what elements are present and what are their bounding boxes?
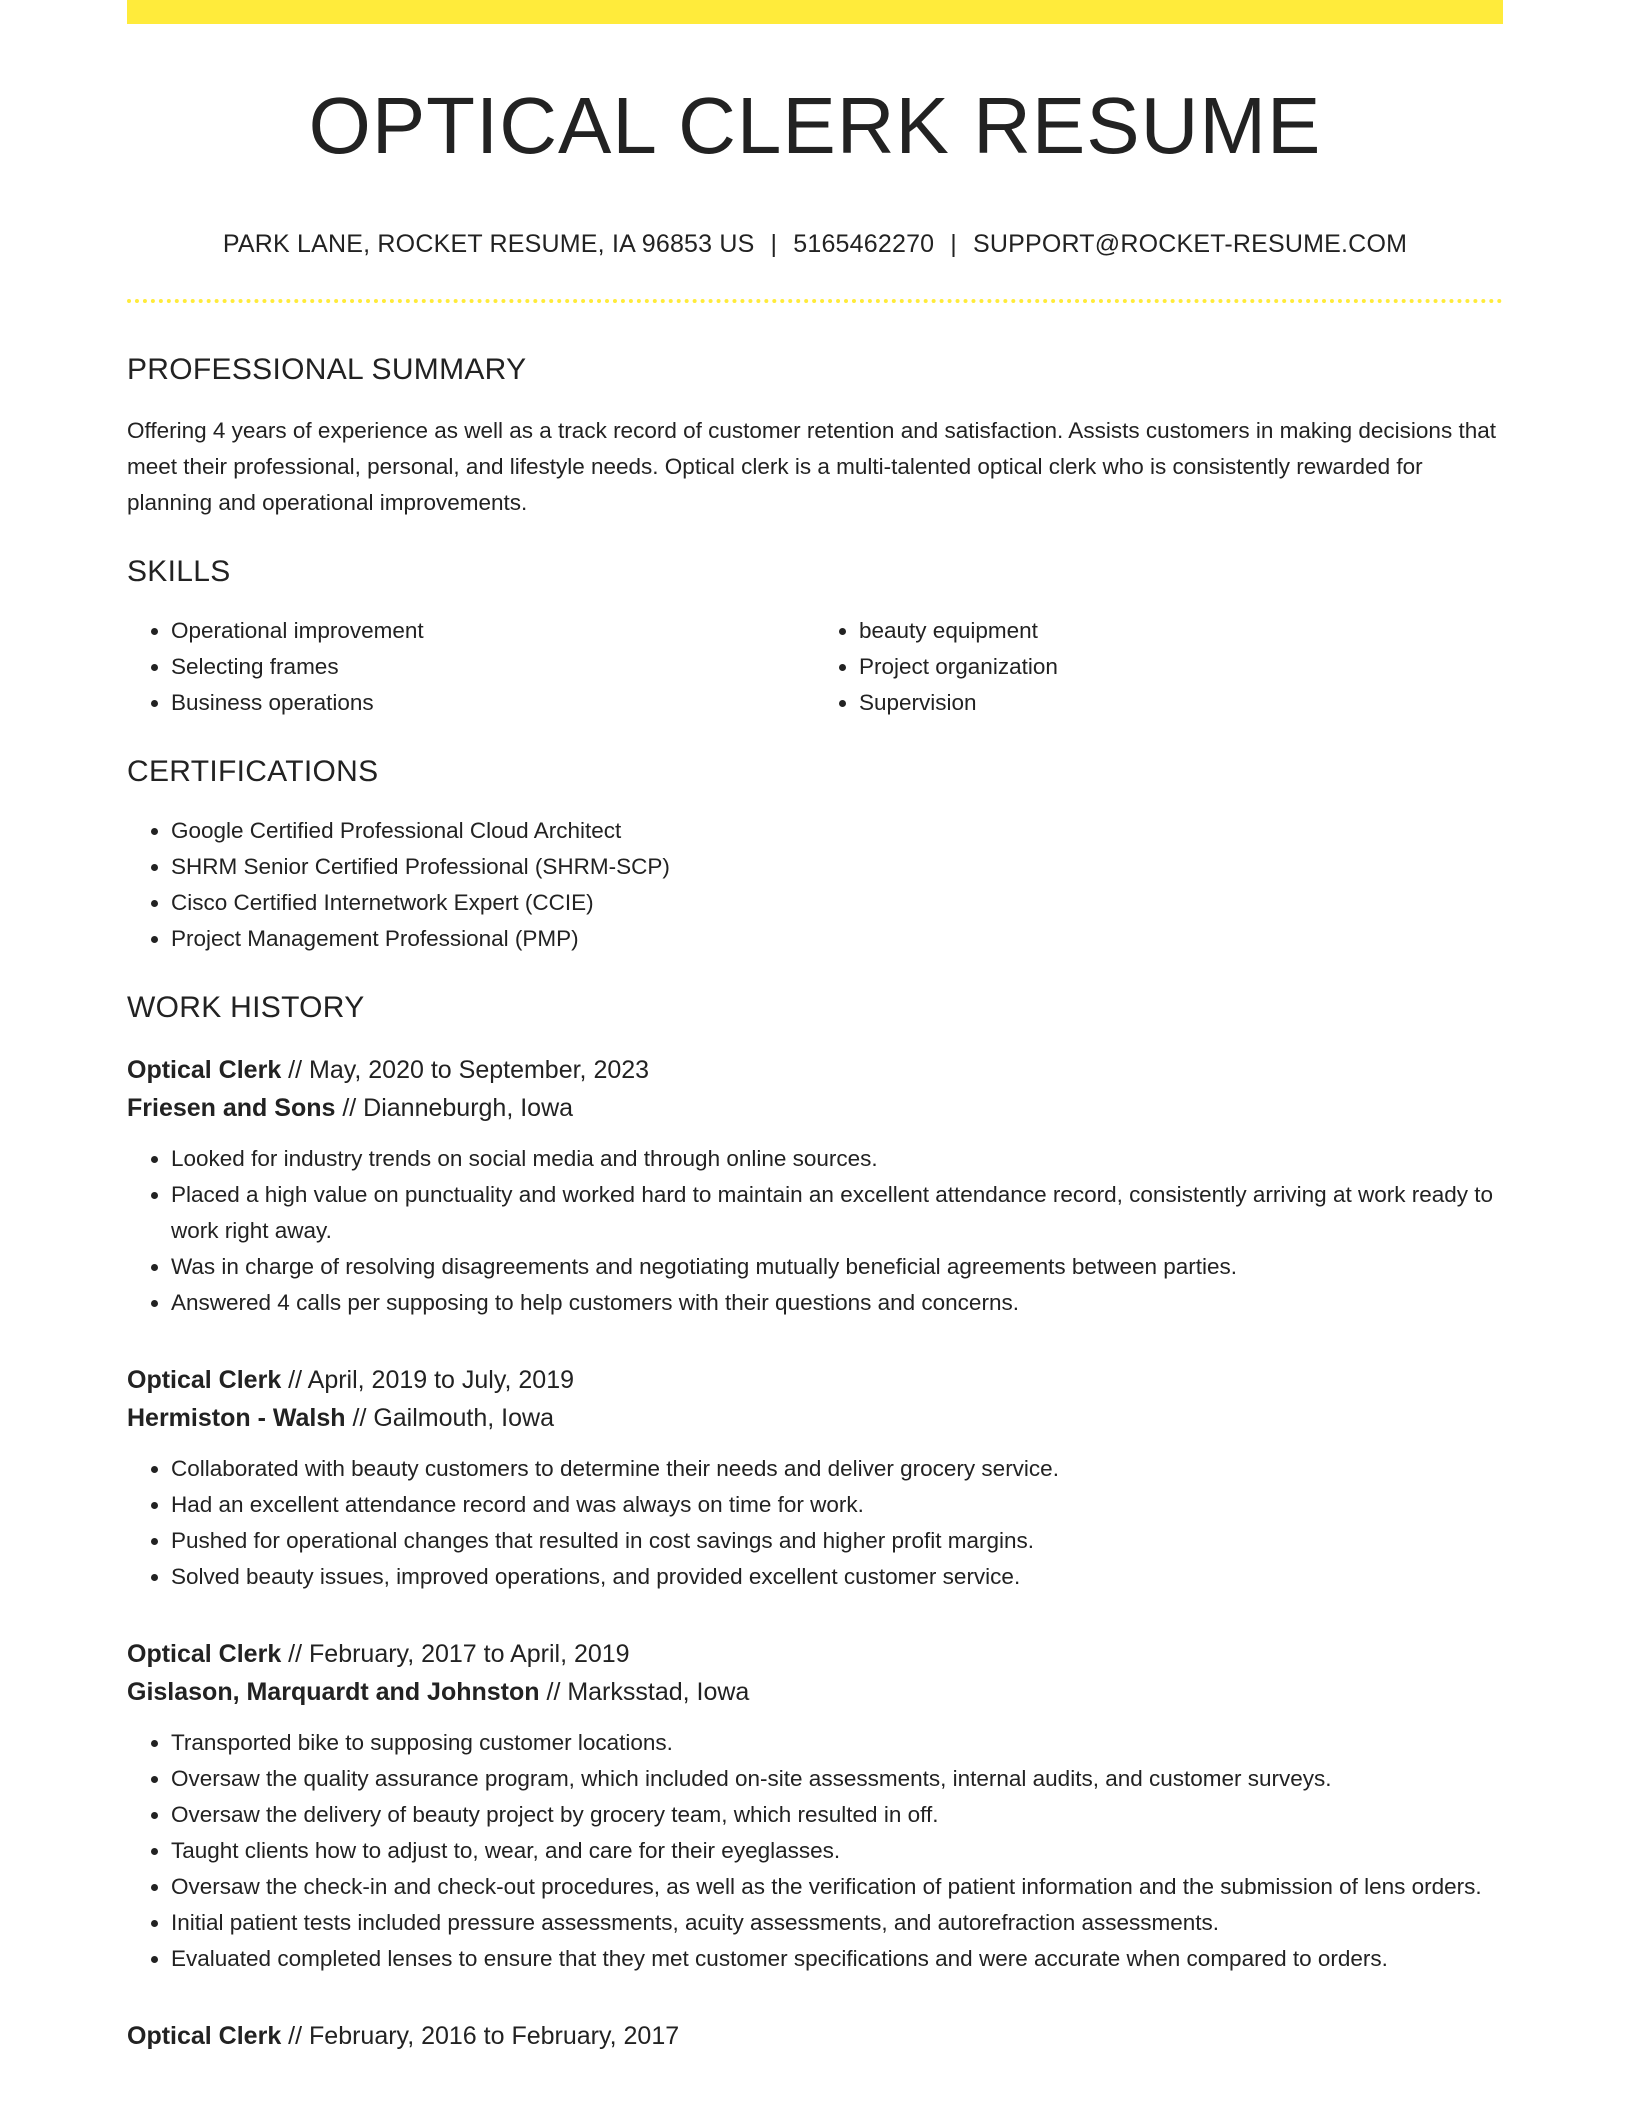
work-history-section (127, 991, 1503, 2055)
job-dates: // May, 2020 to September, 2023 (281, 1056, 650, 1084)
job-company-line (127, 1399, 1503, 1437)
job-bullet: • Was in charge of resolving disagreements and negotiating mutually beneficial agreements between parties. (171, 1249, 1503, 1285)
job-title-line (127, 2017, 1503, 2055)
resume-title: OPTICAL CLERK RESUME (308, 81, 1322, 170)
summary-section (127, 353, 1503, 521)
certifications-heading: CERTIFICATIONS (127, 755, 379, 788)
job-company: Hermiston - Walsh (127, 1404, 346, 1432)
job-location: // Dianneburgh, Iowa (335, 1094, 574, 1122)
job-bullet: • Pushed for operational changes that resulted in cost savings and higher profit margins. (171, 1523, 1503, 1559)
job-dates: // February, 2017 to April, 2019 (281, 1640, 630, 1668)
job-title: Optical Clerk (127, 1056, 282, 1084)
skill-item: • Project organization (859, 649, 1503, 685)
skill-item: • Selecting frames (171, 649, 815, 685)
job-entry (127, 1361, 1503, 1595)
job-bullet: • Collaborated with beauty customers to determine their needs and deliver grocery service. (171, 1451, 1503, 1487)
skills-heading: SKILLS (127, 555, 231, 588)
job-location: // Marksstad, Iowa (539, 1678, 750, 1706)
job-dates: // February, 2016 to February, 2017 (281, 2022, 680, 2050)
summary-heading: PROFESSIONAL SUMMARY (127, 353, 527, 386)
summary-text: Offering 4 years of experience as well as a track record of customer retention and satisfaction. Assists customers in making decisions that meet their professional, personal, and lifestyle needs. Optical clerk is a multi-talented optical clerk who is consistently rewarded for planning and operational improvements. (127, 418, 1496, 515)
job-company: Gislason, Marquardt and Johnston (127, 1678, 540, 1706)
skill-item: • Operational improvement (171, 613, 815, 649)
job-bullets (127, 1451, 1503, 1595)
job-company-line (127, 1673, 1503, 1711)
skills-columns (127, 613, 1503, 721)
skills-list-right (815, 613, 1503, 721)
job-bullet: • Oversaw the quality assurance program, which included on-site assessments, internal audits, and customer surveys. (171, 1761, 1503, 1797)
job-bullet: • Placed a high value on punctuality and worked hard to maintain an excellent attendance record, consistently arriving at work ready to work right away. (171, 1177, 1503, 1249)
job-entry (127, 1051, 1503, 1321)
job-bullet: • Evaluated completed lenses to ensure that they met customer specifications and were accurate when compared to orders. (171, 1941, 1503, 1977)
job-bullet: • Had an excellent attendance record and was always on time for work. (171, 1487, 1503, 1523)
certifications-list (127, 813, 1503, 957)
skills-list-left (127, 613, 815, 721)
skill-item: • Supervision (859, 685, 1503, 721)
job-bullet: • Looked for industry trends on social media and through online sources. (171, 1141, 1503, 1177)
certification-item: • Project Management Professional (PMP) (171, 921, 1503, 957)
work-history-heading: WORK HISTORY (127, 991, 365, 1024)
contact-separator: | (950, 230, 957, 258)
job-bullet: • Oversaw the check-in and check-out procedures, as well as the verification of patient information and the submission of lens orders. (171, 1869, 1503, 1905)
accent-bar (127, 0, 1503, 24)
job-bullets (127, 1725, 1503, 1977)
contact-phone: 5165462270 (793, 230, 935, 258)
job-bullet: • Answered 4 calls per supposing to help customers with their questions and concerns. (171, 1285, 1503, 1321)
contact-address: PARK LANE, ROCKET RESUME, IA 96853 US (222, 230, 755, 258)
job-title-line (127, 1635, 1503, 1673)
certification-item: • SHRM Senior Certified Professional (SHRM-SCP) (171, 849, 1503, 885)
certifications-section (127, 755, 1503, 957)
resume-page (127, 0, 1503, 2055)
job-company-line (127, 1089, 1503, 1127)
job-dates: // April, 2019 to July, 2019 (281, 1366, 575, 1394)
skills-section (127, 555, 1503, 721)
skill-item: • beauty equipment (859, 613, 1503, 649)
job-title-line (127, 1051, 1503, 1089)
skill-item: • Business operations (171, 685, 815, 721)
job-company: Friesen and Sons (127, 1094, 336, 1122)
job-bullets (127, 1141, 1503, 1321)
certification-item: • Cisco Certified Internetwork Expert (CCIE) (171, 885, 1503, 921)
job-entry (127, 1635, 1503, 1977)
job-location: // Gailmouth, Iowa (345, 1404, 554, 1432)
job-title: Optical Clerk (127, 2022, 282, 2050)
contact-line (127, 230, 1503, 259)
job-title: Optical Clerk (127, 1366, 282, 1394)
job-bullet: • Transported bike to supposing customer locations. (171, 1725, 1503, 1761)
dotted-divider (127, 299, 1503, 303)
job-title-line (127, 1361, 1503, 1399)
job-bullet: • Taught clients how to adjust to, wear, and care for their eyeglasses. (171, 1833, 1503, 1869)
job-entry (127, 2017, 1503, 2055)
contact-separator: | (770, 230, 778, 258)
job-title: Optical Clerk (127, 1640, 282, 1668)
job-bullet: • Initial patient tests included pressure assessments, acuity assessments, and autorefraction assessments. (171, 1905, 1503, 1941)
job-bullet: • Solved beauty issues, improved operations, and provided excellent customer service. (171, 1559, 1503, 1595)
job-bullet: • Oversaw the delivery of beauty project by grocery team, which resulted in off. (171, 1797, 1503, 1833)
certification-item: • Google Certified Professional Cloud Architect (171, 813, 1503, 849)
contact-email: SUPPORT@ROCKET-RESUME.COM (972, 230, 1408, 258)
